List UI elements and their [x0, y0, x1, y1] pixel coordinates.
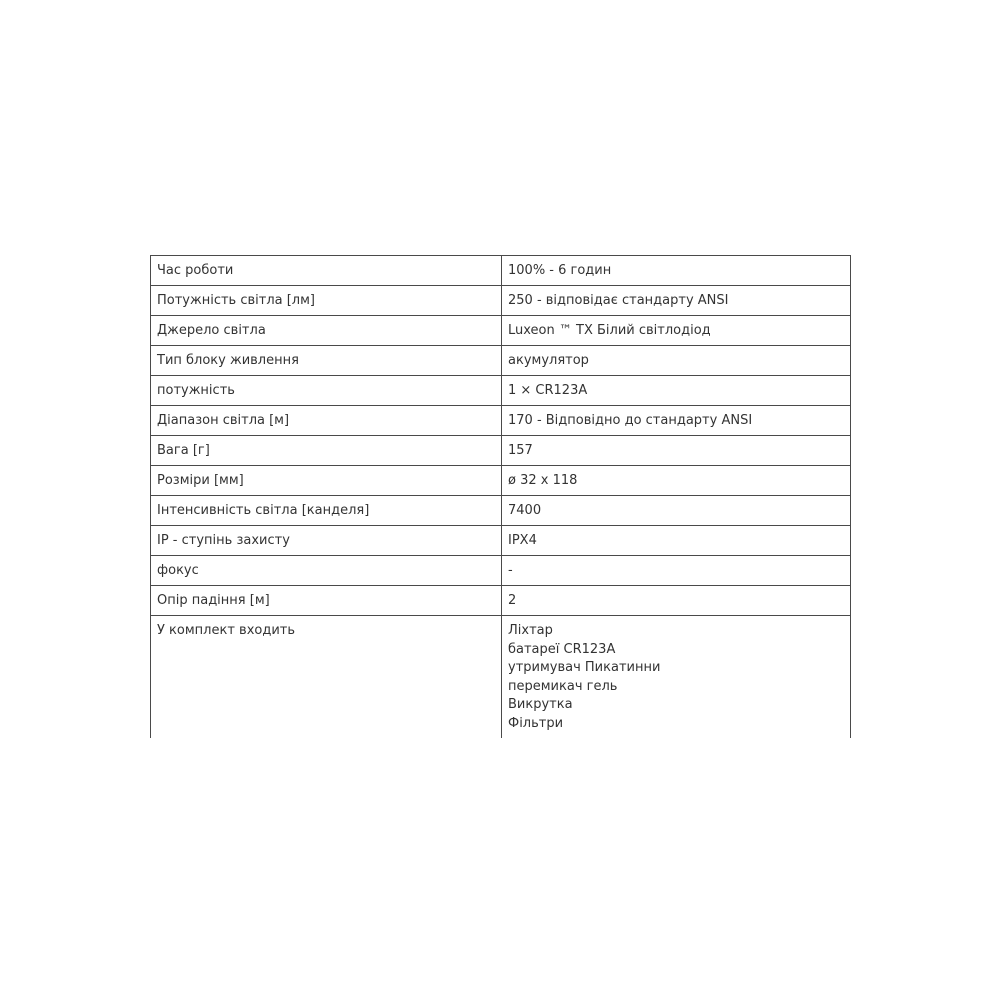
spec-value: 1 × CR123A [502, 376, 851, 406]
kit-row [151, 616, 851, 738]
spec-label: Час роботи [151, 256, 502, 286]
spec-label: Вага [г] [151, 436, 502, 466]
spec-table-body [151, 256, 851, 738]
spec-value: акумулятор [502, 346, 851, 376]
spec-label: Розміри [мм] [151, 466, 502, 496]
spec-table [150, 255, 851, 738]
spec-value: IPX4 [502, 526, 851, 556]
kit-item: Ліхтар [508, 623, 553, 638]
spec-value: 2 [502, 586, 851, 616]
table-row [151, 256, 851, 286]
table-row [151, 406, 851, 436]
table-row [151, 496, 851, 526]
table-row [151, 286, 851, 316]
spec-value: 100% - 6 годин [502, 256, 851, 286]
table-row [151, 466, 851, 496]
table-row [151, 526, 851, 556]
spec-value: 157 [502, 436, 851, 466]
spec-label: фокус [151, 556, 502, 586]
kit-item: утримувач Пикатинни [508, 660, 661, 676]
table-row [151, 436, 851, 466]
spec-label: Тип блоку живлення [151, 346, 502, 376]
spec-label: потужність [151, 376, 502, 406]
spec-label: Джерело світла [151, 316, 502, 346]
kit-item: батареї CR123A [508, 641, 616, 657]
spec-label: Потужність світла [лм] [151, 286, 502, 316]
kit-items [502, 616, 851, 738]
spec-value: Luxeon ™ TX Білий світлодіод [502, 316, 851, 346]
spec-value: 250 - відповідає стандарту ANSI [502, 286, 851, 316]
table-row [151, 586, 851, 616]
kit-item: Викрутка [508, 697, 573, 713]
kit-label: У комплект входить [151, 616, 502, 738]
kit-item: перемикач гель [508, 678, 618, 694]
spec-label: IP - ступінь захисту [151, 526, 502, 556]
spec-label: Опір падіння [м] [151, 586, 502, 616]
table-row [151, 346, 851, 376]
spec-label: Діапазон світла [м] [151, 406, 502, 436]
table-row [151, 316, 851, 346]
spec-value: ø 32 x 118 [502, 466, 851, 496]
spec-value: 170 - Відповідно до стандарту ANSI [502, 406, 851, 436]
table-row [151, 376, 851, 406]
spec-value: 7400 [502, 496, 851, 526]
spec-label: Інтенсивність світла [канделя] [151, 496, 502, 526]
table-row [151, 556, 851, 586]
spec-value: - [502, 556, 851, 586]
kit-item: Фільтри [508, 715, 564, 731]
